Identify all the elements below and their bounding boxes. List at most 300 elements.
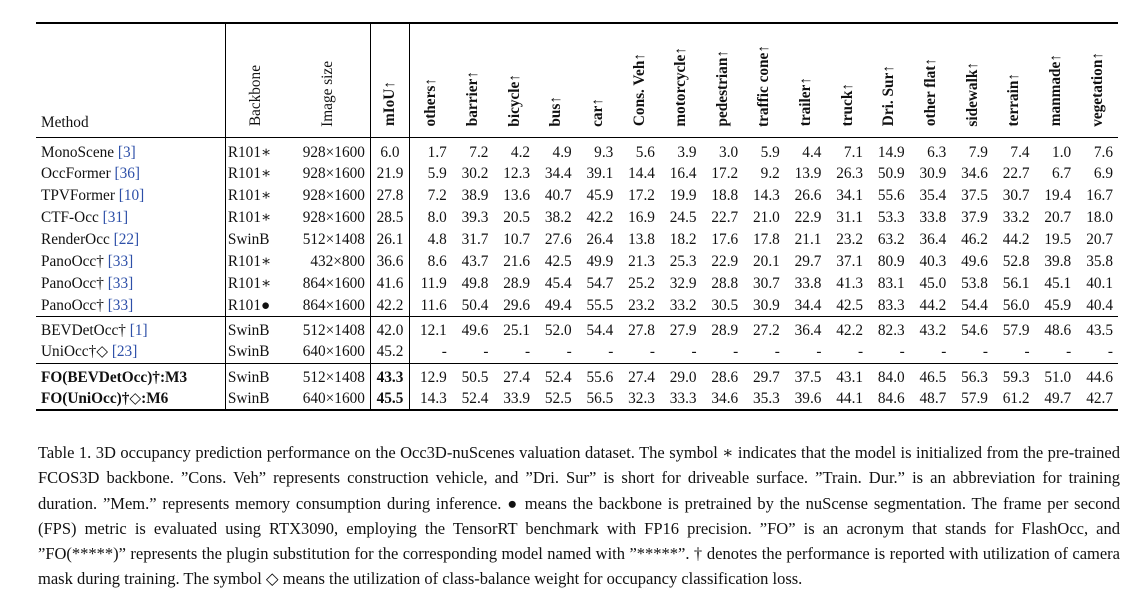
value-cell: 36.4 (785, 317, 827, 342)
value-cell: 29.0 (660, 363, 702, 388)
image-size-cell: 928×1600 (302, 165, 365, 182)
value-cell: 56.3 (951, 363, 993, 388)
value-cell: 17.6 (711, 231, 739, 248)
value-cell: 40.1 (1086, 275, 1113, 292)
value-cell: 41.3 (836, 275, 864, 292)
value-cell: 7.2 (410, 185, 452, 207)
value-cell: 42.2 (586, 209, 614, 226)
value-cell: 1.0 (1052, 143, 1072, 161)
value-cell: 28.9 (702, 317, 744, 342)
value-cell: 21.0 (753, 209, 780, 226)
value-cell: 22.9 (711, 253, 739, 270)
image-size-cell: 432×800 (310, 253, 365, 270)
value-cell: 36.4 (919, 231, 947, 248)
value-cell: 44.1 (836, 389, 864, 407)
backbone-cell: R101● (225, 295, 284, 317)
method-cell (36, 388, 225, 410)
value-cell: 42.5 (544, 253, 572, 270)
backbone-cell: R101∗ (225, 163, 284, 185)
value-cell: 44.2 (919, 296, 947, 314)
value-cell: 50.9 (877, 165, 905, 182)
value-cell: 34.6 (711, 389, 739, 407)
value-cell: 26.6 (794, 187, 822, 204)
value-cell: 59.3 (993, 363, 1035, 388)
value-cell: 18.2 (669, 231, 697, 248)
image-size-cell: 928×1600 (302, 209, 365, 226)
value-cell: 28.8 (711, 275, 739, 292)
method-name: PanoOcc† (41, 275, 104, 292)
value-cell: 28.9 (503, 275, 531, 292)
header-miou-label: mIoU↑ (381, 81, 399, 127)
value-cell: 34.4 (544, 165, 572, 182)
value-cell: 39.3 (461, 209, 489, 226)
value-cell: - (649, 343, 655, 361)
value-cell: 14.9 (877, 143, 905, 161)
results-table (36, 22, 1118, 411)
header-class-label: bicycle↑ (505, 73, 523, 127)
value-cell: 44.2 (1002, 231, 1030, 248)
value-cell: 38.2 (544, 209, 572, 226)
header-class-label: traffic cone↑ (755, 44, 773, 127)
value-cell: 4.8 (410, 229, 452, 251)
value-cell: 7.2 (469, 143, 489, 161)
table-row (36, 207, 1118, 229)
table-row (36, 163, 1118, 185)
value-cell: 37.9 (961, 209, 988, 226)
header-class-10 (826, 23, 868, 137)
value-cell: 43.1 (826, 363, 868, 388)
value-cell: 17.2 (628, 187, 655, 204)
value-cell: - (566, 343, 572, 361)
citation-link[interactable]: [22] (113, 231, 140, 248)
method-cell (36, 137, 225, 163)
value-cell: 51.0 (1035, 363, 1077, 388)
backbone-cell: R101∗ (225, 137, 284, 163)
backbone-cell: SwinB (225, 341, 284, 363)
value-cell: - (941, 343, 947, 361)
value-cell: 19.9 (669, 187, 697, 204)
table-caption: Table 1. 3D occupancy prediction performance on the Occ3D-nuScenes valuation dataset. The symbol ∗ indicates that the model is initialized from the pre-trained FCOS3D backbone. ”Cons. Veh” represents construction vehicle, and ”Dri. Sur” is short for driveable surface. ”Train. Dur.” is an abbreviation for training duration. ”Mem.” represents memory consumption during inference. ● means the backbone is pretrained by the nuScense segmentation. The frame per second (FPS) metric is evaluated using RTX3090, employing the TensorRT benchmark with FP16 precision. ”FO” is an acronym that stands for FlashOcc, and ”FO(*****)” represents the plugin substitution for the corresponding model named with ”*****”. † denotes the performance is reported with utilization of camera mask during training. The symbol ◇ means the utilization of class-balance weight for occupancy classification loss. (38, 443, 1120, 589)
backbone-cell: SwinB (225, 363, 284, 388)
header-class-label: sidewalk↑ (963, 61, 981, 127)
miou-cell: 45.2 (370, 341, 409, 363)
value-cell: 48.7 (919, 389, 947, 407)
citation-link[interactable]: [31] (102, 209, 129, 226)
header-class-label: bus↑ (547, 95, 565, 127)
header-class-label: truck↑ (838, 83, 856, 127)
header-class-2 (493, 23, 535, 137)
value-cell: 25.3 (669, 253, 697, 270)
value-cell: 27.8 (618, 317, 660, 342)
value-cell: 55.6 (577, 363, 619, 388)
miou-cell: 6.0 (370, 137, 409, 163)
header-class-1 (452, 23, 494, 137)
method-name: OccFormer (41, 165, 111, 182)
value-cell: 42.5 (836, 296, 864, 314)
value-cell: 19.4 (1044, 187, 1072, 204)
value-cell: 21.6 (503, 253, 531, 270)
value-cell: 24.5 (669, 209, 697, 226)
value-cell: - (1024, 343, 1030, 361)
backbone-cell: R101∗ (225, 185, 284, 207)
backbone-cell: SwinB (225, 229, 284, 251)
value-cell: 19.5 (1044, 231, 1072, 248)
value-cell: 40.3 (919, 253, 947, 270)
value-cell: 39.1 (586, 165, 614, 182)
header-image-size-label: Image size (318, 60, 336, 127)
value-cell: 83.3 (877, 296, 905, 314)
value-cell: 9.2 (760, 165, 780, 182)
row-group-2 (36, 363, 1118, 410)
citation-link[interactable]: [36] (114, 165, 140, 182)
value-cell: 10.7 (503, 231, 531, 248)
value-cell: 22.7 (1002, 165, 1030, 182)
method-name: MonoScene (41, 143, 115, 161)
value-cell: 21.3 (628, 253, 655, 270)
method-cell (36, 341, 225, 363)
value-cell: 30.7 (1002, 187, 1030, 204)
value-cell: 1.7 (410, 137, 452, 163)
citation-link[interactable]: [10] (118, 187, 145, 204)
citation-link[interactable]: [1] (129, 322, 148, 339)
value-cell: 56.0 (1002, 296, 1030, 314)
value-cell: 3.0 (719, 143, 739, 161)
value-cell: 34.4 (794, 296, 822, 314)
value-cell: 12.9 (410, 363, 452, 388)
header-backbone-label: Backbone (246, 65, 264, 127)
miou-cell: 27.8 (370, 185, 409, 207)
header-class-6 (660, 23, 702, 137)
value-cell: 48.6 (1035, 317, 1077, 342)
value-cell: 33.3 (669, 389, 697, 407)
value-cell: 11.9 (410, 273, 452, 295)
value-cell: 8.6 (410, 251, 452, 273)
value-cell: 34.1 (836, 187, 864, 204)
citation-link[interactable]: [3] (117, 143, 136, 161)
value-cell: 49.4 (544, 296, 572, 314)
value-cell: - (982, 343, 988, 361)
table-row (36, 317, 1118, 342)
value-cell: 27.9 (660, 317, 702, 342)
header-class-7 (702, 23, 744, 137)
value-cell: 13.8 (628, 231, 655, 248)
value-cell: - (857, 343, 864, 361)
value-cell: 11.6 (410, 295, 452, 317)
miou-cell: 42.0 (370, 317, 409, 342)
citation-link[interactable]: [33] (107, 275, 134, 292)
method-name: TPVFormer (41, 187, 115, 204)
image-size-cell: 928×1600 (302, 143, 365, 161)
citation-link[interactable]: [33] (107, 296, 134, 314)
citation-link[interactable]: [33] (107, 253, 134, 270)
value-cell: 12.1 (410, 317, 452, 342)
method-name: FO(BEVDetOcc)†:M3 (41, 368, 188, 386)
header-class-8 (743, 23, 785, 137)
value-cell: 44.6 (1076, 363, 1118, 388)
miou-cell: 43.3 (370, 363, 409, 388)
value-cell: 29.7 (743, 363, 785, 388)
table-row (36, 273, 1118, 295)
method-cell (36, 185, 225, 207)
header-class-label: Cons. Veh↑ (630, 53, 648, 127)
table-row (36, 251, 1118, 273)
table-row (36, 295, 1118, 317)
header-image-size (285, 23, 371, 137)
value-cell: 52.4 (535, 363, 577, 388)
method-cell (36, 229, 225, 251)
method-cell (36, 163, 225, 185)
value-cell: 21.1 (794, 231, 822, 248)
header-class-label: vegetation↑ (1088, 51, 1106, 127)
value-cell: 20.5 (503, 209, 531, 226)
row-group-1 (36, 317, 1118, 364)
value-cell: 30.9 (919, 165, 947, 182)
value-cell: 27.4 (618, 363, 660, 388)
value-cell: 52.5 (544, 389, 572, 407)
method-name: RenderOcc (41, 231, 110, 248)
value-cell: 27.4 (493, 363, 535, 388)
citation-link[interactable]: [23] (111, 343, 138, 361)
value-cell: 7.6 (1093, 143, 1113, 161)
header-class-3 (535, 23, 577, 137)
value-cell: 52.4 (461, 389, 489, 407)
value-cell: 54.4 (961, 296, 988, 314)
value-cell: 37.1 (836, 253, 864, 270)
value-cell: 32.3 (628, 389, 655, 407)
value-cell: 12.3 (503, 165, 531, 182)
header-class-15 (1035, 23, 1077, 137)
value-cell: 5.9 (410, 163, 452, 185)
miou-cell: 42.2 (370, 295, 409, 317)
value-cell: 53.3 (877, 209, 905, 226)
value-cell: 35.3 (753, 389, 780, 407)
value-cell: 7.9 (968, 143, 988, 161)
value-cell: 26.4 (586, 231, 614, 248)
value-cell: 55.6 (877, 187, 905, 204)
method-name: CTF-Occ (41, 209, 99, 226)
value-cell: 14.3 (410, 388, 452, 410)
value-cell: 5.6 (635, 143, 655, 161)
method-cell (36, 251, 225, 273)
header-class-label: barrier↑ (464, 71, 482, 127)
value-cell: 84.6 (877, 389, 905, 407)
header-class-label: terrain↑ (1005, 72, 1023, 127)
value-cell: 84.0 (868, 363, 910, 388)
value-cell: - (899, 343, 905, 361)
value-cell: 29.6 (503, 296, 531, 314)
image-size-cell: 928×1600 (302, 187, 365, 204)
value-cell: 14.4 (628, 165, 655, 182)
header-miou (370, 23, 409, 137)
miou-cell: 45.5 (370, 388, 409, 410)
value-cell: 49.6 (961, 253, 988, 270)
value-cell: 16.7 (1086, 187, 1113, 204)
value-cell: 53.8 (961, 275, 988, 292)
header-class-13 (951, 23, 993, 137)
method-name: PanoOcc† (41, 253, 104, 270)
method-name: FO(UniOcc)†◇:M6 (41, 389, 169, 407)
method-cell (36, 317, 225, 342)
header-class-0 (410, 23, 452, 137)
value-cell: 39.6 (794, 389, 822, 407)
value-cell: 23.2 (836, 231, 864, 248)
value-cell: 25.2 (628, 275, 655, 292)
method-cell (36, 273, 225, 295)
header-class-11 (868, 23, 910, 137)
value-cell: 42.2 (826, 317, 868, 342)
image-size-cell: 640×1600 (302, 343, 365, 361)
row-group-0 (36, 137, 1118, 317)
value-cell: 54.7 (586, 275, 614, 292)
miou-cell: 41.6 (370, 273, 409, 295)
table-row (36, 388, 1118, 410)
miou-cell: 36.6 (370, 251, 409, 273)
value-cell: - (774, 343, 780, 361)
value-cell: 17.2 (711, 165, 739, 182)
value-cell: 3.9 (677, 143, 697, 161)
image-size-cell: 640×1600 (302, 389, 365, 407)
value-cell: - (1107, 343, 1113, 361)
value-cell: 45.9 (586, 187, 614, 204)
value-cell: 27.6 (544, 231, 572, 248)
value-cell: 5.9 (760, 143, 780, 161)
value-cell: 8.0 (410, 207, 452, 229)
value-cell: 33.9 (503, 389, 531, 407)
value-cell: - (608, 343, 614, 361)
backbone-cell: SwinB (225, 317, 284, 342)
method-name: UniOcc†◇ (41, 343, 108, 361)
value-cell: 29.7 (794, 253, 822, 270)
miou-cell: 21.9 (370, 163, 409, 185)
value-cell: 42.7 (1086, 389, 1113, 407)
value-cell: 33.2 (1002, 209, 1030, 226)
method-name: BEVDetOcc† (41, 322, 126, 339)
header-class-label: pedestrian↑ (713, 50, 731, 127)
value-cell: 16.9 (628, 209, 655, 226)
value-cell: - (524, 343, 531, 361)
value-cell: 6.9 (1093, 165, 1113, 182)
value-cell: 49.7 (1044, 389, 1072, 407)
image-size-cell: 512×1408 (302, 231, 365, 248)
value-cell: 80.9 (877, 253, 905, 270)
value-cell: 37.5 (961, 187, 988, 204)
header-class-label: others↑ (422, 78, 440, 127)
header-backbone (225, 23, 284, 137)
method-cell (36, 363, 225, 388)
value-cell: 52.0 (535, 317, 577, 342)
value-cell: 45.0 (919, 275, 947, 292)
table-row (36, 341, 1118, 363)
value-cell: 35.4 (919, 187, 947, 204)
value-cell: 4.2 (510, 143, 531, 161)
image-size-cell: 512×1408 (285, 363, 371, 388)
value-cell: 50.4 (461, 296, 489, 314)
miou-cell: 26.1 (370, 229, 409, 251)
miou-cell: 28.5 (370, 207, 409, 229)
method-cell (36, 207, 225, 229)
value-cell: 82.3 (868, 317, 910, 342)
value-cell: 17.8 (753, 231, 780, 248)
value-cell: 20.1 (753, 253, 780, 270)
value-cell: 33.8 (794, 275, 822, 292)
header-class-label: car↑ (588, 97, 606, 127)
value-cell: 46.5 (910, 363, 952, 388)
table-header (36, 23, 1118, 137)
value-cell: 22.7 (711, 209, 739, 226)
value-cell: 13.6 (503, 187, 531, 204)
value-cell: 33.8 (919, 209, 947, 226)
value-cell: 30.2 (461, 165, 489, 182)
value-cell: 63.2 (877, 231, 905, 248)
value-cell: 13.9 (794, 165, 822, 182)
value-cell: 20.7 (1086, 231, 1113, 248)
value-cell: 22.9 (794, 209, 822, 226)
value-cell: 49.9 (586, 253, 614, 270)
value-cell: 54.4 (577, 317, 619, 342)
value-cell: - (733, 343, 739, 361)
value-cell: 35.8 (1086, 253, 1113, 270)
value-cell: 30.5 (711, 296, 739, 314)
backbone-cell: R101∗ (225, 251, 284, 273)
value-cell: 26.3 (836, 165, 864, 182)
value-cell: 4.9 (552, 143, 572, 161)
value-cell: 43.7 (461, 253, 489, 270)
image-size-cell: 864×1600 (302, 296, 365, 314)
value-cell: 37.5 (785, 363, 827, 388)
backbone-cell: R101∗ (225, 273, 284, 295)
value-cell: 6.7 (1052, 165, 1072, 182)
value-cell: 30.9 (753, 296, 780, 314)
method-cell (36, 295, 225, 317)
value-cell: 52.8 (1002, 253, 1030, 270)
image-size-cell: 512×1408 (285, 317, 371, 342)
value-cell: 32.9 (669, 275, 697, 292)
value-cell: 18.0 (1086, 209, 1113, 226)
header-method: Method (36, 23, 225, 137)
backbone-cell: SwinB (225, 388, 284, 410)
value-cell: 31.7 (461, 231, 489, 248)
value-cell: - (410, 341, 452, 363)
header-class-16 (1076, 23, 1118, 137)
value-cell: 30.7 (753, 275, 780, 292)
value-cell: 25.1 (493, 317, 535, 342)
value-cell: 33.2 (669, 296, 697, 314)
value-cell: 7.4 (1010, 143, 1030, 161)
value-cell: 45.4 (544, 275, 572, 292)
value-cell: 28.6 (702, 363, 744, 388)
value-cell: 31.1 (836, 209, 864, 226)
value-cell: 46.2 (961, 231, 988, 248)
value-cell: 27.2 (743, 317, 785, 342)
value-cell: 45.9 (1044, 296, 1072, 314)
image-size-cell: 864×1600 (302, 275, 365, 292)
value-cell: 6.3 (927, 143, 947, 161)
value-cell: 49.8 (461, 275, 489, 292)
value-cell: 43.5 (1076, 317, 1118, 342)
value-cell: 40.7 (544, 187, 572, 204)
value-cell: 18.8 (711, 187, 739, 204)
header-row (36, 23, 1118, 137)
table-row (36, 185, 1118, 207)
value-cell: 4.4 (802, 143, 822, 161)
value-cell: 43.2 (910, 317, 952, 342)
value-cell: 34.6 (961, 165, 988, 182)
value-cell: 14.3 (753, 187, 780, 204)
value-cell: 83.1 (877, 275, 905, 292)
backbone-cell: R101∗ (225, 207, 284, 229)
value-cell: - (1066, 343, 1072, 361)
value-cell: 20.7 (1044, 209, 1072, 226)
